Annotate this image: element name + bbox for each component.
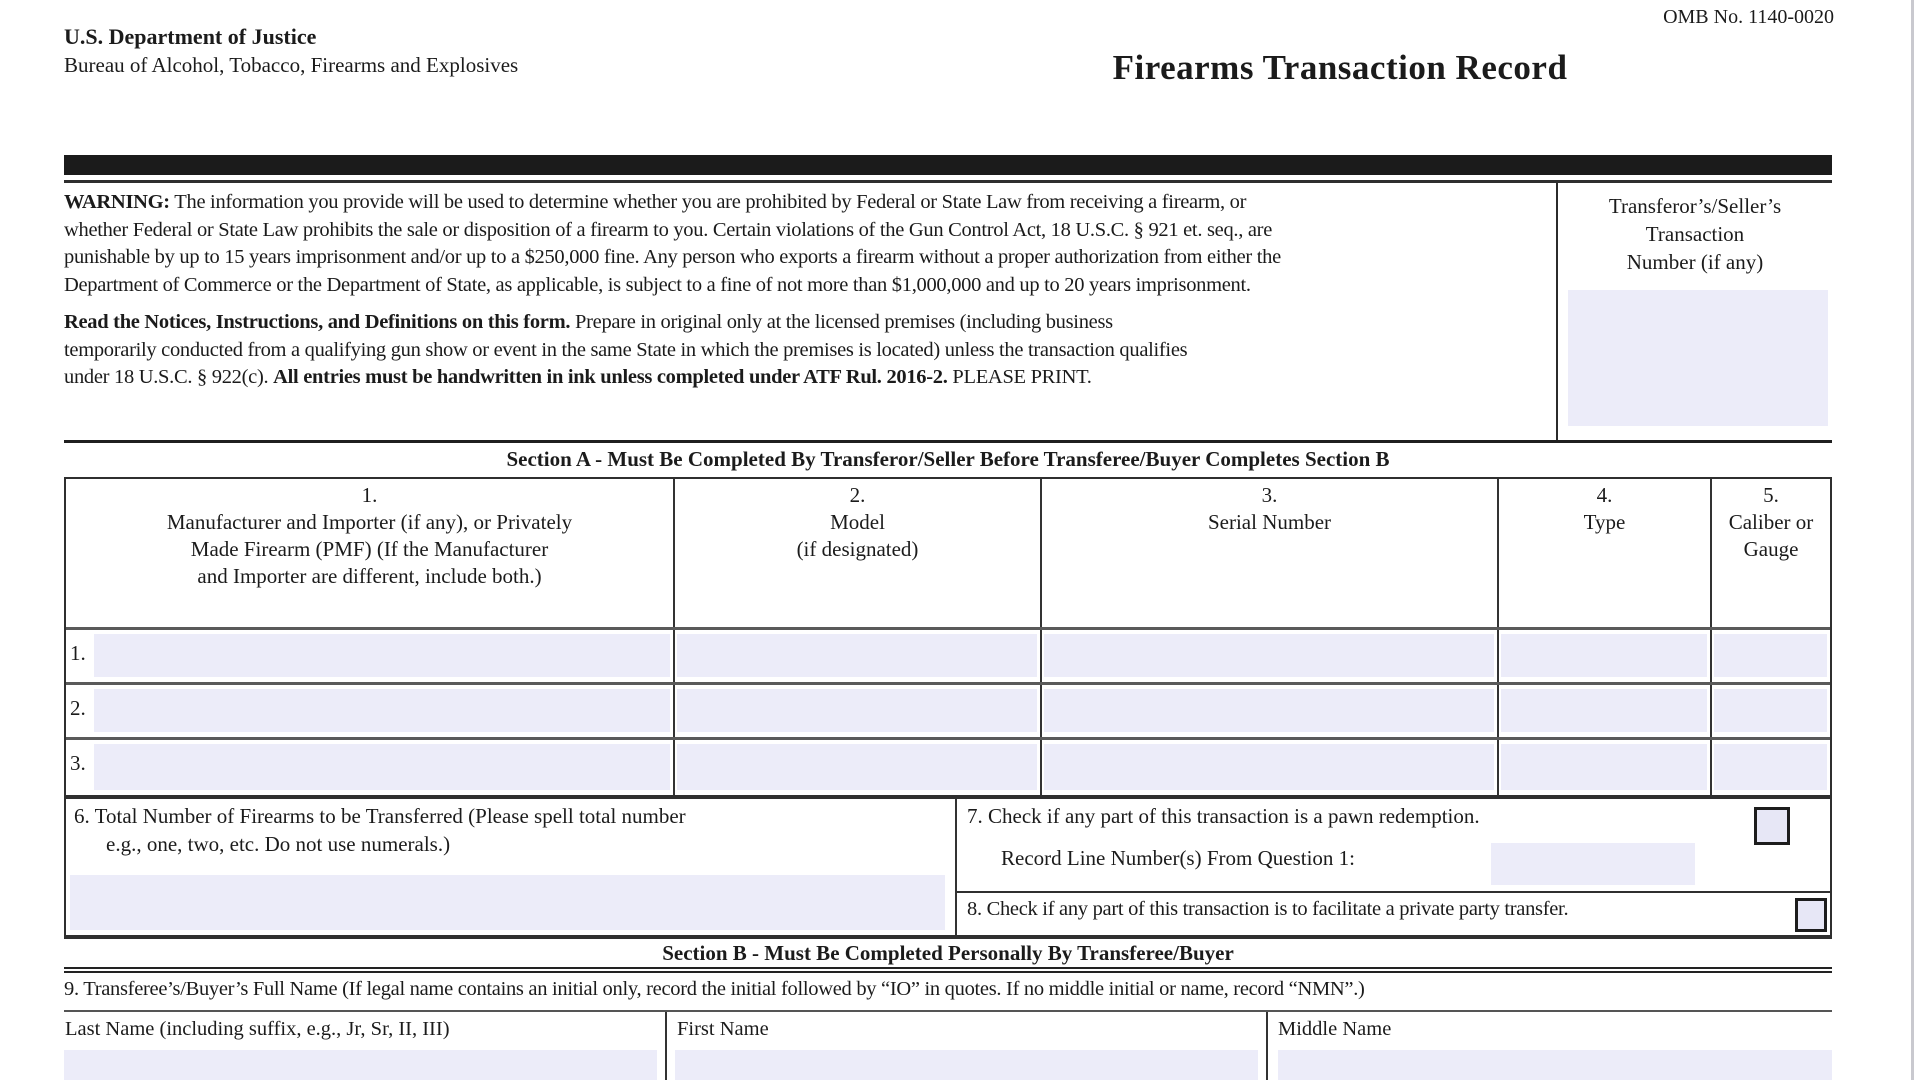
row1-model-field[interactable] (677, 634, 1037, 677)
column-header-serial-number: 3. Serial Number (1042, 479, 1499, 627)
notice-line-1: Read the Notices, Instructions, and Definitions on this form. Prepare in original only at the licensed premises (including business (64, 311, 1113, 333)
middle-name-field[interactable] (1278, 1050, 1832, 1080)
table-cell (1712, 630, 1830, 682)
warning-line-2: whether Federal or State Law prohibits the sale or disposition of a firearm to you. Certain violations of the Gun Control Act, 18 U.S.C. § 921 et. seq., are (64, 218, 1273, 241)
middle-name-column (1268, 1012, 1832, 1080)
item-9-text: 9. Transferee’s/Buyer’s Full Name (If legal name contains an initial only, record the initial followed by “IO” in quotes. If no middle initial or name, record “NMN”.) (64, 978, 1365, 1000)
middle-name-label: Middle Name (1278, 1018, 1392, 1040)
header-black-bar (64, 155, 1832, 175)
item-7-text-line1: 7. Check if any part of this transaction is a pawn redemption. (967, 804, 1480, 828)
section-a-title: Section A - Must Be Completed By Transferor/Seller Before Transferee/Buyer Completes Section B (506, 447, 1390, 471)
first-name-column (667, 1012, 1268, 1080)
column-header-manufacturer: 1. Manufacturer and Importer (if any), or Privately Made Firearm (PMF) (If the Manufacturer and Importer are different, include both.) (66, 479, 675, 627)
item-8-text: 8. Check if any part of this transaction is to facilitate a private party transfer. (967, 898, 1569, 920)
row1-caliber-field[interactable] (1714, 634, 1827, 677)
total-firearms-field[interactable] (70, 875, 945, 930)
last-name-field[interactable] (64, 1050, 657, 1080)
row-3-label: 3. (70, 751, 86, 775)
table-cell (1499, 685, 1712, 737)
row2-model-field[interactable] (677, 689, 1037, 732)
first-name-label: First Name (677, 1018, 769, 1040)
row2-type-field[interactable] (1501, 689, 1707, 732)
record-line-numbers-field[interactable] (1491, 843, 1695, 885)
row1-type-field[interactable] (1501, 634, 1707, 677)
item-7-8-divider (957, 891, 1830, 893)
table-cell (675, 630, 1042, 682)
last-name-label: Last Name (including suffix, e.g., Jr, Sr, II, III) (65, 1018, 450, 1040)
column-header-caliber: 5. Caliber or Gauge (1712, 479, 1830, 627)
table-cell (1499, 740, 1712, 795)
item-6-text-line2: e.g., one, two, etc. Do not use numerals.) (106, 832, 451, 856)
row-2-label: 2. (70, 696, 86, 720)
item-6-text-line1: 6. Total Number of Firearms to be Transferred (Please spell total number (74, 804, 686, 828)
item-7-text-line2: Record Line Number(s) From Question 1: (1001, 846, 1356, 870)
form-title: Firearms Transaction Record (1112, 48, 1568, 87)
pawn-redemption-checkbox[interactable] (1754, 807, 1790, 845)
row1-manufacturer-field[interactable] (94, 634, 670, 677)
table-cell (675, 685, 1042, 737)
department-name: U.S. Department of Justice (64, 24, 317, 49)
bureau-name: Bureau of Alcohol, Tobacco, Firearms and Explosives (64, 53, 519, 77)
warning-line-3: punishable by up to 15 years imprisonment and/or up to a $250,000 fine. Any person who exports a firearm without a proper authorization from either the (64, 246, 1281, 268)
transferor-transaction-number-field[interactable] (1568, 290, 1828, 426)
table-cell (1042, 630, 1499, 682)
private-party-transfer-checkbox[interactable] (1795, 898, 1827, 932)
table-row (66, 740, 675, 795)
row3-manufacturer-field[interactable] (94, 744, 670, 790)
section-a-top-rule (64, 440, 1832, 443)
notice-line-2: temporarily conducted from a qualifying gun show or event in the same State in which the premises is located) unless the transaction qualifies (64, 338, 1188, 361)
warning-line-4: Department of Commerce or the Department of State, as applicable, is subject to a fine of not more than $1,000,000 and up to 20 years imprisonment. (64, 273, 1251, 296)
item-6-cell (66, 799, 957, 935)
section-b-rule (64, 967, 1832, 973)
table-row (66, 630, 675, 682)
items-6-7-8-block (64, 797, 1832, 939)
warning-label: WARNING: (64, 191, 170, 213)
warning-line-1: WARNING: The information you provide will be used to determine whether you are prohibited by Federal or State Law from receiving a firearm, or (64, 191, 1247, 213)
omb-number: OMB No. 1140-0020 (1663, 6, 1834, 28)
table-row (66, 685, 675, 737)
row3-serial-field[interactable] (1044, 744, 1494, 790)
row-1-label: 1. (70, 641, 86, 665)
row2-manufacturer-field[interactable] (94, 689, 670, 732)
section-b-title: Section B - Must Be Completed Personally By Transferee/Buyer (662, 941, 1234, 965)
table-cell (1712, 740, 1830, 795)
full-name-row (64, 1012, 1832, 1080)
table-cell (675, 740, 1042, 795)
page-edge-strip (1911, 0, 1914, 1080)
row3-type-field[interactable] (1501, 744, 1707, 790)
items-7-8-cell (957, 799, 1830, 935)
row1-serial-field[interactable] (1044, 634, 1494, 677)
first-name-field[interactable] (675, 1050, 1258, 1080)
last-name-column (64, 1012, 667, 1080)
table-cell (1712, 685, 1830, 737)
firearms-table (64, 477, 1832, 797)
table-cell (1042, 740, 1499, 795)
row2-caliber-field[interactable] (1714, 689, 1827, 732)
row3-model-field[interactable] (677, 744, 1037, 790)
row2-serial-field[interactable] (1044, 689, 1494, 732)
column-header-model: 2. Model (if designated) (675, 479, 1042, 627)
row3-caliber-field[interactable] (1714, 744, 1827, 790)
warning-paragraphs (64, 189, 1550, 392)
table-cell (1499, 630, 1712, 682)
header-rule (64, 180, 1832, 183)
column-header-type: 4. Type (1499, 479, 1712, 627)
notice-paragraph (64, 309, 1550, 392)
notice-line-3: under 18 U.S.C. § 922(c). All entries must be handwritten in ink unless completed under ATF Rul. 2016-2. PLEASE PRINT. (64, 366, 1092, 388)
transferor-transaction-number-label: Transferor’s/Seller’s Transaction Number (if any) (1608, 194, 1782, 274)
table-cell (1042, 685, 1499, 737)
